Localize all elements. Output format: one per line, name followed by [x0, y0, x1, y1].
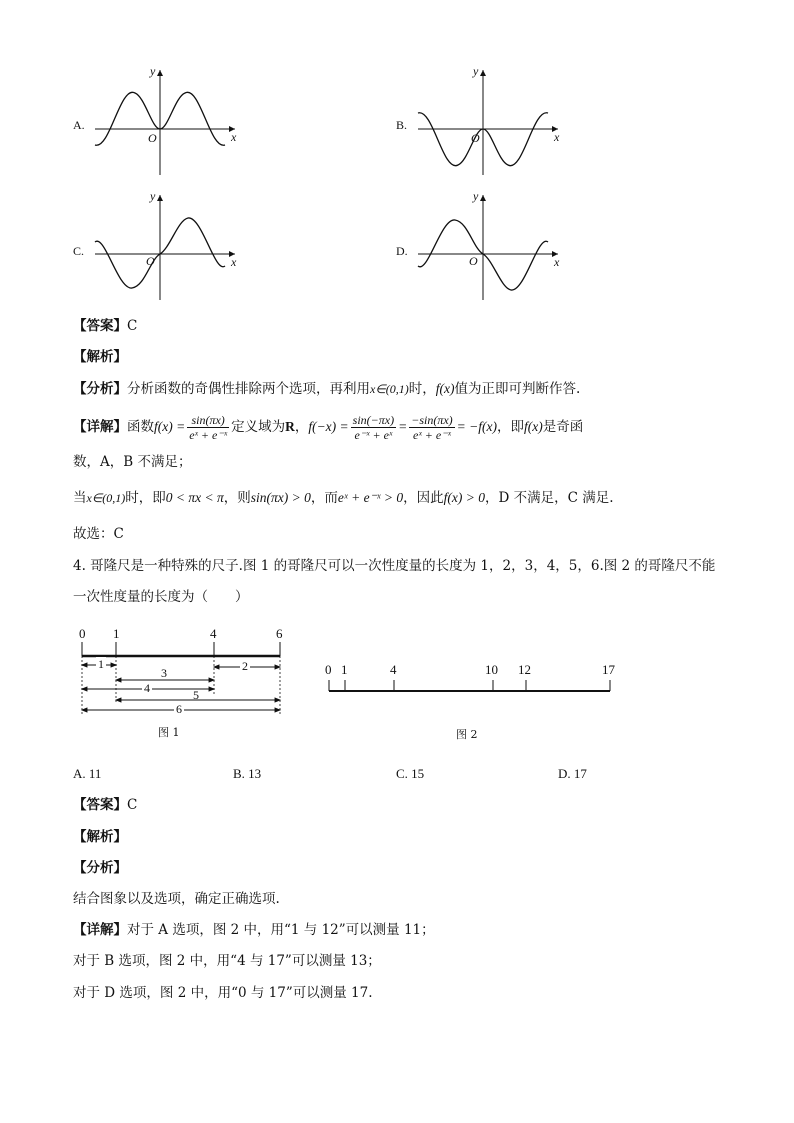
xj-fnegx: f(−x) =	[308, 419, 349, 434]
equals: =	[398, 419, 408, 434]
choice-b: B. 13	[233, 766, 262, 781]
q3-fenxi-line	[73, 380, 580, 398]
fig1-len-1: 1	[98, 657, 104, 671]
fig1-mark-4: 4	[210, 626, 217, 641]
l3-ineq3: eˣ + e⁻ˣ > 0	[337, 490, 404, 505]
option-b-label: B.	[396, 118, 408, 132]
l3-ineq1: 0 < πx < π	[165, 490, 224, 505]
q3-xiangjie-line	[73, 412, 583, 442]
fenxi-fx: f(x)	[435, 381, 455, 396]
q3-line3	[73, 489, 613, 507]
option-b-origin: O	[471, 131, 480, 145]
q4-detail-3: 对于 D 选项，图 2 中，用“0 与 17”可以测量 17.	[73, 985, 373, 1001]
fig1-len-5: 5	[193, 688, 199, 702]
fig2-mark-0: 0	[325, 662, 332, 677]
fig1-caption: 图 1	[158, 726, 180, 739]
fenxi-text-3: 值为正即可判断作答.	[454, 381, 581, 397]
xj-text-1: 函数	[127, 419, 154, 435]
option-c-y-label: y	[150, 189, 156, 203]
xiangjie-tag: 【详解】	[73, 419, 127, 435]
fig2-mark-17: 17	[602, 662, 615, 677]
fig1-len-3: 3	[161, 666, 167, 680]
fig1-mark-0: 0	[79, 626, 86, 641]
option-a-origin: O	[148, 131, 157, 145]
y-axis-arrow	[157, 195, 163, 201]
answer-value: C	[127, 797, 138, 813]
q4-analysis-tag: 【解析】	[73, 829, 127, 845]
fig1-mark-1: 1	[113, 626, 120, 641]
q3-analysis-tag: 【解析】	[73, 349, 127, 365]
option-c-x-label: x	[231, 255, 237, 269]
l3-a: 当	[73, 490, 87, 506]
fig2-mark-10: 10	[485, 662, 498, 677]
q3-answer-line	[73, 317, 137, 335]
option-b-graph	[413, 65, 563, 180]
y-axis-arrow	[480, 195, 486, 201]
l3-f: ，D 不满足，C 满足.	[484, 490, 614, 506]
option-a-label: A.	[73, 118, 85, 132]
xj-text-4: 是奇函	[542, 419, 584, 435]
l3-ineq2: sin(πx) > 0	[250, 490, 311, 505]
fig1-len-4: 4	[144, 681, 150, 695]
option-d-y-label: y	[473, 189, 479, 203]
q3-final: 故选：C	[73, 526, 124, 542]
option-b-y-label: y	[473, 64, 479, 78]
xj-fx: f(x) =	[154, 419, 186, 434]
fig1-mark-6: 6	[276, 626, 283, 641]
answer-value: C	[127, 318, 138, 334]
fenxi-cond: x∈(0,1)	[370, 382, 409, 396]
xiangjie-tag: 【详解】	[73, 922, 127, 938]
fig2-mark-4: 4	[390, 662, 397, 677]
answer-tag: 【答案】	[73, 318, 127, 334]
choice-c: C. 15	[396, 766, 425, 781]
fenxi-text-1: 分析函数的奇偶性排除两个选项，再利用	[127, 381, 370, 397]
xj-text-3: ，即	[497, 419, 525, 435]
choice-d: D. 17	[558, 766, 587, 781]
xj-text-2: 定义域为	[231, 419, 286, 435]
fenxi-tag: 【分析】	[73, 381, 127, 397]
option-c-graph	[90, 190, 240, 305]
option-a-graph	[90, 65, 240, 180]
fig2-caption: 图 2	[456, 728, 478, 741]
y-axis-arrow	[480, 70, 486, 76]
option-d-x-label: x	[554, 255, 560, 269]
fig1-len-2: 2	[242, 659, 248, 673]
q3-line2: 数，A，B 不满足；	[73, 454, 192, 470]
fraction-2: $\frac{\sin(-\pi x)}{\text{e⁻ˣ + eˣ}}$	[352, 413, 395, 442]
q4-stem-2: 一次性度量的长度为（ ）	[73, 589, 249, 605]
option-a-x-label: x	[231, 130, 237, 144]
l3-cond: x∈(0,1)	[86, 491, 126, 505]
fraction-1: $\frac{\sin(\pi x)}{\text{eˣ + e⁻ˣ}}$	[189, 413, 228, 442]
detail-1-text: 对于 A 选项，图 2 中，用“1 与 12”可以测量 11；	[127, 922, 435, 938]
q4-detail-1	[73, 921, 435, 939]
l3-ineq4: f(x) > 0	[443, 490, 485, 505]
q4-stem-1: 4. 哥隆尺是一种特殊的尺子.图 1 的哥隆尺可以一次性度量的长度为 1，2，3，4，5，6.图 2 的哥隆尺不能	[73, 558, 716, 574]
option-d-origin: O	[469, 254, 478, 268]
option-a-y-label: y	[150, 64, 156, 78]
choice-a: A. 11	[73, 766, 102, 781]
fraction-3: $\frac{-\sin(\pi x)}{\text{eˣ + e⁻ˣ}}$	[411, 413, 453, 442]
q4-fenxi-tag: 【分析】	[73, 860, 127, 876]
golomb-ruler-fig2	[320, 670, 620, 700]
fenxi-text-2: 时，	[408, 381, 436, 397]
l3-c: ，则	[223, 490, 251, 506]
option-c-origin: O	[146, 254, 155, 268]
l3-b: 时，即	[125, 490, 166, 506]
q4-detail-2: 对于 B 选项，图 2 中，用“4 与 17”可以测量 13；	[73, 953, 381, 969]
q4-fenxi-text: 结合图象以及选项，确定正确选项.	[73, 891, 280, 907]
option-d-label: D.	[396, 244, 408, 258]
answer-tag: 【答案】	[73, 797, 127, 813]
xj-result: = −f(x)	[456, 419, 498, 434]
q4-answer-line	[73, 796, 137, 814]
xj-comma: ，	[294, 419, 309, 435]
y-axis-arrow	[157, 70, 163, 76]
l3-d: ，而	[310, 490, 338, 506]
option-d-graph	[413, 190, 563, 305]
fig2-mark-1: 1	[341, 662, 348, 677]
fig1-len-6: 6	[176, 702, 182, 716]
option-b-x-label: x	[554, 130, 560, 144]
xj-fx2: f(x)	[524, 419, 543, 434]
l3-e: ，因此	[403, 490, 444, 506]
fig2-mark-12: 12	[518, 662, 531, 677]
option-c-label: C.	[73, 244, 85, 258]
xj-R: R	[285, 419, 295, 434]
